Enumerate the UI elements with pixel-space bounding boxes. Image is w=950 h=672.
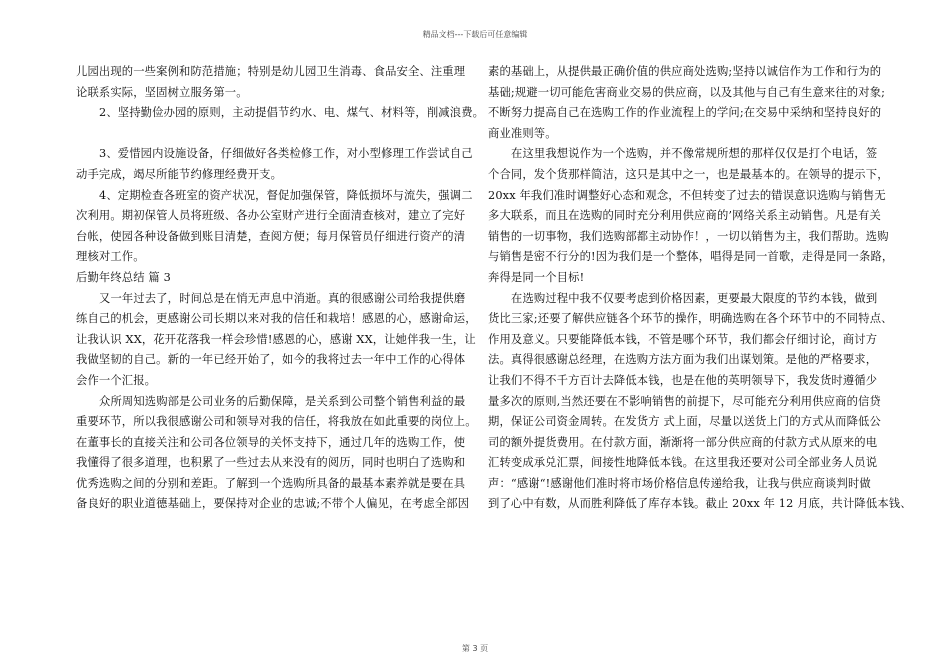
text-line: 量多次的原则,当然还要在不影响销售的前提下，尽可能充分利用供应商的信贷 — [488, 394, 881, 408]
text-line: 在选购过程中我不仅要考虑到价格因素，更要最大限度的节约本钱，做到 — [511, 291, 878, 305]
text-line: 让我们不得不千方百计去降低本钱，也是在他的英明领导下，我发货时遵循少 — [488, 373, 878, 387]
text-line: 让我认识 XX，花开花落我一样会珍惜!感恩的心，感谢 XX，让她伴我一生，让 — [76, 332, 476, 346]
section-heading: 后勤年终总结 篇 3 — [76, 270, 171, 284]
text-line: 优秀选购之间的分别和差距。了解到一个选购所具备的最基本素养就是要在具 — [76, 476, 466, 490]
text-line: 理核对工作。 — [76, 250, 145, 264]
text-line: 素的基础上，从提供最正确价值的供应商处选购;坚持以诚信作为工作和行为的 — [488, 65, 882, 78]
text-line: 会作一个汇报。 — [76, 373, 157, 387]
page-number: 第 3 页 — [461, 644, 489, 653]
text-line: 20xx 年我们准时调整好心态和观念，不但转变了过去的错误意识选购与销售无 — [488, 188, 886, 202]
text-line: 汇转变成承兑汇票，间接性地降低本钱。在这里我还要对公司全部业务人员说 — [488, 456, 878, 470]
text-line: 期，保证公司资金周转。在发货方 式上面，尽量以送货上门的方式从而降低公 — [488, 415, 881, 429]
text-line: 练自己的机会，更感谢公司长期以来对我的信任和栽培！感恩的心，感谢命运， — [76, 312, 477, 326]
text-line: 众所周知选购部是公司业务的后勤保障，是关系到公司整个销售利益的最 — [99, 394, 466, 408]
text-line: 销售的一切事物，我们选购部都主动协作！，一切以销售为主，我们帮助。选购 — [488, 229, 889, 243]
text-line: 奔得是同一个目标! — [488, 270, 585, 284]
text-line: 动手完成，竭尽所能节约修理经费开支。 — [76, 167, 283, 181]
text-line: 商业准则等。 — [488, 126, 557, 140]
text-line: 儿园出现的一些案例和防范措施；特别是幼儿园卫生消毒、食品安全、注重理 — [76, 65, 466, 78]
text-line: 4、定期检查各班室的资产状况，督促加强保管，降低损坏与流失，强调二 — [99, 188, 473, 202]
text-line: 备良好的职业道德基础上，要保持对企业的忠诚;不带个人偏见，在考虑全部因 — [76, 497, 470, 511]
page-header: 精品文档---下载后可任意编辑 — [422, 30, 528, 39]
text-line: 与销售是密不行分的!因为我们是一个整体，唱得是同一首歌，走得是同一条路， — [488, 250, 894, 264]
text-line: 声：“感谢“!感谢他们准时将市场价格信息传递给我，让我与供应商谈判时做 — [488, 476, 871, 490]
text-line: 台帐，使园各种设备做到账目清楚，查阅方便；每月保管员仔细进行资产的清 — [76, 229, 466, 243]
text-line: 重要环节，所以我很感谢公司和领导对我的信任，将我放在如此重要的岗位上。 — [76, 415, 477, 429]
text-line: 论联系实际，坚固树立服务第一。 — [76, 85, 248, 99]
text-line: 多大联系，而且在选购的同时充分利用供应商的’网络关系主动销售。凡是有关 — [488, 209, 881, 223]
text-line: 3、爱惜园内设施设备，仔细做好各类检修工作，对小型修理工作尝试自己 — [99, 147, 473, 161]
text-line: 2、坚持勤俭办园的原则，主动提倡节约水、电、煤气、材料等，削减浪费。 — [99, 106, 485, 120]
text-line: 法。真得很感谢总经理，在选购方法方面为我们出谋划策。是他的严格要求， — [488, 353, 878, 367]
text-line: 在这里我想说作为一个选购，并不像常规所想的那样仅仅是打个电话，签 — [511, 147, 878, 161]
text-line: 货比三家;还要了解供应链各个环节的操作，明确选购在各个环节中的不同特点、 — [488, 312, 893, 326]
text-line: 我懂得了很多道理，也积累了一些过去从来没有的阅历，同时也明白了选购和 — [76, 456, 466, 470]
text-line: 基础;规避一切可能危害商业交易的供应商，以及其他与自己有生意来往的对象; — [488, 85, 886, 99]
right-column — [488, 62, 912, 515]
text-line: 个合同，发个货那样简洁，这只是其中之一，也是最基本的。在领导的提示下， — [488, 167, 889, 181]
paragraph-gap — [76, 124, 468, 145]
text-line: 次利用。期初保管人员将班级、各办公室财产进行全面清查核对，建立了完好 — [76, 209, 466, 223]
text-line: 司的额外提货费用。在付款方面，渐渐将一部分供应商的付款方式从原来的电 — [488, 435, 878, 449]
text-line: 到了心中有数，从而胜利降低了库存本钱。截止 20xx 年 12 月底，共计降低本钱、 — [488, 497, 912, 511]
text-line: 作用及意义。只要能降低本钱，不管是哪个环节，我们都会仔细讨论，商讨方 — [488, 332, 878, 346]
text-line: 不断努力提高自己在选购工作的作业流程上的学问;在交易中采纳和坚持良好的 — [488, 106, 882, 120]
text-line: 在董事长的直接关注和公司各位领导的关怀支持下，通过几年的选购工作，使 — [76, 435, 466, 449]
text-line: 又一年过去了，时间总是在悄无声息中消逝。真的很感谢公司给我提供磨 — [99, 291, 466, 305]
left-column — [76, 62, 485, 515]
text-line: 我做坚韧的自己。新的一年已经开始了，如今的我将过去一年中工作的心得体 — [76, 353, 466, 367]
